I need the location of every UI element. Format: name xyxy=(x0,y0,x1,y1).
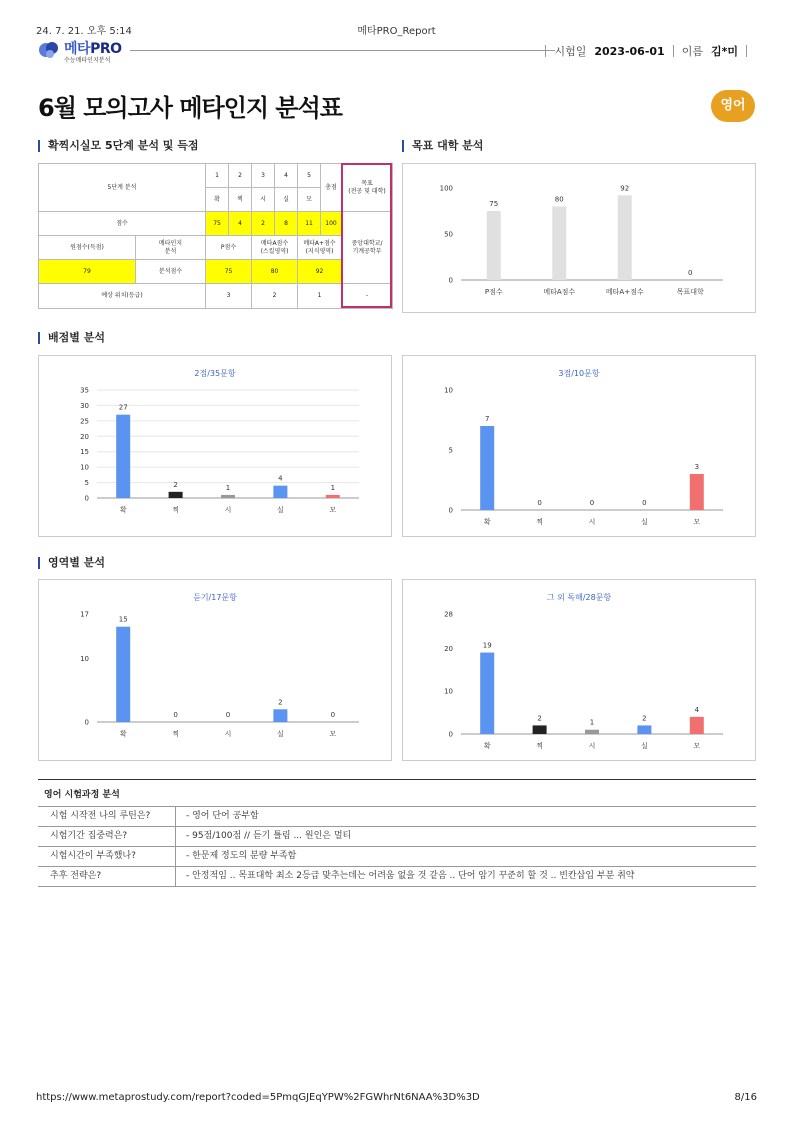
score-cell: 75 xyxy=(206,212,229,236)
meta-divider xyxy=(673,45,674,57)
y-tick-label: 100 xyxy=(439,184,453,193)
y-tick-label: 20 xyxy=(444,644,453,653)
student-name-label: 이름 xyxy=(681,45,703,58)
x-tick-label: 실 xyxy=(277,730,284,738)
x-tick-label: 시 xyxy=(588,742,596,750)
chart-bar xyxy=(326,495,340,498)
analysis-row xyxy=(38,807,756,827)
logo-brand-a: 메타 xyxy=(64,41,91,57)
report-url: https://www.metaprostudy.com/report?coded=5PmqGJEqYPW%2FGWhrNt6NAA%3D%3D xyxy=(36,1092,480,1103)
analysis-answer: - 안정적임 .. 목표대학 최소 2등급 맞추는데는 어려움 없을 것 같음 .. 단어 암기 꾸준히 할 것 .. 빈칸삽입 부분 취약 xyxy=(186,871,635,881)
y-tick-label: 50 xyxy=(444,230,453,239)
y-tick-label: 10 xyxy=(444,386,453,395)
x-tick-label: 확 xyxy=(483,518,491,526)
grade-label-cell: 예상 위치(등급) xyxy=(39,284,206,309)
score-cell: 8 xyxy=(275,212,298,236)
stage-num: 3 xyxy=(252,164,275,188)
reading-bar-chart xyxy=(403,580,757,762)
data-label: 2 xyxy=(173,480,178,489)
chart-bar xyxy=(273,486,287,498)
data-label: 0 xyxy=(225,711,231,719)
chart-title: 3점/10문항 xyxy=(558,369,600,378)
data-label: 1 xyxy=(225,483,231,492)
analysis-question: 시험 시작전 나의 루틴은? xyxy=(38,807,176,826)
analysis-title: 영어 시험과정 분석 xyxy=(38,780,756,807)
data-label: 0 xyxy=(642,499,647,507)
page-number: 8/16 xyxy=(734,1092,757,1103)
meta-divider xyxy=(545,45,546,57)
topbar-rule xyxy=(130,50,555,51)
chart-bar xyxy=(221,495,235,498)
data-label: 3 xyxy=(694,463,700,471)
score-table-wrap xyxy=(38,163,392,308)
data-label: 19 xyxy=(482,641,492,650)
listening-bar-chart xyxy=(39,580,393,762)
a-label-cell: 메타A점수 (스킬영역) xyxy=(252,236,298,260)
stage-char: 시 xyxy=(252,188,275,212)
student-name-value: 김*미 xyxy=(710,45,738,58)
grade-a-cell: 2 xyxy=(252,284,298,309)
target-bar-chart xyxy=(403,164,757,314)
y-tick-label: 0 xyxy=(448,730,453,739)
chart-bar xyxy=(487,211,501,280)
subject-badge: 영어 xyxy=(711,90,755,122)
data-label: 27 xyxy=(118,403,128,412)
x-tick-label: 모 xyxy=(329,506,337,514)
stage-num: 2 xyxy=(229,164,252,188)
data-label: 0 xyxy=(330,711,336,719)
data-label: 1 xyxy=(330,483,336,492)
points2-chart-card xyxy=(38,355,392,537)
y-tick-label: 0 xyxy=(84,718,89,727)
listening-chart-card xyxy=(38,579,392,761)
section-title-points: 배점별 분석 xyxy=(38,332,105,344)
points2-bar-chart xyxy=(39,356,393,538)
analysis-ap-cell: 92 xyxy=(298,260,342,284)
exam-meta xyxy=(537,43,755,59)
x-tick-label: 찍 xyxy=(172,730,179,738)
y-tick-label: 5 xyxy=(84,479,89,488)
data-label: 15 xyxy=(118,615,128,624)
x-tick-label: P점수 xyxy=(484,288,503,296)
data-label: 0 xyxy=(589,499,595,507)
points3-bar-chart xyxy=(403,356,757,538)
logo-brand-b: PRO xyxy=(90,41,122,57)
chart-bar xyxy=(637,725,651,734)
data-label: 80 xyxy=(554,195,564,204)
analysis-question: 시험시간이 부족했나? xyxy=(38,847,176,866)
grade-target-cell: - xyxy=(342,284,393,309)
x-tick-label: 실 xyxy=(277,506,284,514)
chart-bar xyxy=(116,627,130,722)
chart-bar xyxy=(169,492,183,498)
x-tick-label: 메타A+점수 xyxy=(605,288,644,296)
y-tick-label: 0 xyxy=(84,494,89,503)
chart-bar xyxy=(533,725,547,734)
chart-bar xyxy=(273,709,287,722)
x-tick-label: 목표대학 xyxy=(676,288,704,296)
stage-label-cell: 5단계 분석 xyxy=(39,164,206,212)
report-topbar xyxy=(38,38,755,64)
score-cell: 11 xyxy=(298,212,321,236)
analysis-question: 시험기간 집중력은? xyxy=(38,827,176,846)
y-tick-label: 20 xyxy=(80,432,89,441)
analysis-answer: - 영어 단어 공부함 xyxy=(186,811,259,821)
data-label: 1 xyxy=(589,718,595,727)
data-label: 0 xyxy=(688,269,693,277)
analysis-question: 추후 전략은? xyxy=(38,867,176,886)
section-title-stage: 확찍시실모 5단계 분석 및 득점 xyxy=(38,140,198,152)
x-tick-label: 모 xyxy=(693,518,701,526)
x-tick-label: 실 xyxy=(641,742,648,750)
x-tick-label: 모 xyxy=(693,742,701,750)
points3-chart-card xyxy=(402,355,756,537)
data-label: 7 xyxy=(484,415,490,423)
chart-bar xyxy=(480,653,494,734)
brain-logo-icon xyxy=(38,40,60,60)
target-label-cell: 목표 (전공 및 대학) xyxy=(342,164,393,212)
chart-bar xyxy=(585,730,599,734)
section-title-target: 목표 대학 분석 xyxy=(402,140,483,152)
meta-divider xyxy=(746,45,747,57)
y-tick-label: 0 xyxy=(448,506,453,515)
x-tick-label: 실 xyxy=(641,518,648,526)
print-date: 24. 7. 21. 오후 5:14 xyxy=(36,26,132,37)
raw-value-cell: 79 xyxy=(39,260,136,284)
y-tick-label: 17 xyxy=(80,610,89,619)
analysis-answer: - 95점/100점 // 듣기 틀림 ... 원인은 멀티 xyxy=(186,831,352,841)
chart-bar xyxy=(480,426,494,510)
y-tick-label: 10 xyxy=(80,654,89,663)
stage-num: 1 xyxy=(206,164,229,188)
y-tick-label: 35 xyxy=(80,386,89,395)
section-title-area: 영역별 분석 xyxy=(38,557,105,569)
analysis-answer: - 한문제 정도의 분량 부족함 xyxy=(186,851,297,861)
stage-num: 4 xyxy=(275,164,298,188)
score-cell: 2 xyxy=(252,212,275,236)
chart-title: 그 외 독해/28문항 xyxy=(546,593,612,602)
data-label: 4 xyxy=(694,705,700,714)
y-tick-label: 0 xyxy=(448,276,453,285)
x-tick-label: 찍 xyxy=(536,742,543,750)
analysis-p-cell: 75 xyxy=(206,260,252,284)
x-tick-label: 메타A점수 xyxy=(543,288,576,296)
y-tick-label: 10 xyxy=(444,687,453,696)
data-label: 92 xyxy=(620,184,630,193)
analysis-label-cell: 분석점수 xyxy=(136,260,206,284)
y-tick-label: 30 xyxy=(80,401,89,410)
p-label-cell: P점수 xyxy=(206,236,252,260)
exam-process-analysis xyxy=(38,779,756,887)
analysis-row xyxy=(38,847,756,867)
score-label-cell: 점수 xyxy=(39,212,206,236)
y-tick-label: 10 xyxy=(80,463,89,472)
stage-num: 5 xyxy=(298,164,321,188)
x-tick-label: 찍 xyxy=(172,506,179,514)
analysis-row xyxy=(38,827,756,847)
x-tick-label: 확 xyxy=(119,730,127,738)
target-value-cell: 중앙대학교/ 기계공학부 xyxy=(342,212,393,284)
data-label: 4 xyxy=(278,474,283,483)
chart-title: 듣기/17문항 xyxy=(193,593,237,602)
stage-char: 확 xyxy=(206,188,229,212)
score-table xyxy=(38,163,393,309)
meta-label-cell: 메타인지 분석 xyxy=(136,236,206,260)
y-tick-label: 28 xyxy=(444,610,453,619)
print-header xyxy=(36,22,757,36)
x-tick-label: 모 xyxy=(329,730,337,738)
chart-bar xyxy=(690,474,704,510)
grade-ap-cell: 1 xyxy=(298,284,342,309)
chart-bar xyxy=(552,206,566,280)
target-chart-card xyxy=(402,163,756,313)
stage-char: 실 xyxy=(275,188,298,212)
x-tick-label: 시 xyxy=(224,506,232,514)
logo-subtitle: 수능메타인지분석 xyxy=(64,57,111,64)
chart-title: 2점/35문항 xyxy=(194,369,236,378)
metapro-logo xyxy=(38,38,138,64)
y-tick-label: 25 xyxy=(80,417,89,426)
x-tick-label: 시 xyxy=(224,730,232,738)
grade-p-cell: 3 xyxy=(206,284,252,309)
y-tick-label: 5 xyxy=(448,446,453,455)
score-cell: 4 xyxy=(229,212,252,236)
stage-char: 찍 xyxy=(229,188,252,212)
x-tick-label: 찍 xyxy=(536,518,543,526)
data-label: 2 xyxy=(537,714,542,723)
reading-chart-card xyxy=(402,579,756,761)
exam-date-value: 2023-06-01 xyxy=(594,44,665,58)
ap-label-cell: 메타A+점수 (지식영역) xyxy=(298,236,342,260)
analysis-row xyxy=(38,867,756,887)
total-label-cell: 총점 xyxy=(321,164,342,212)
raw-label-cell: 원점수(득점) xyxy=(39,236,136,260)
print-title: 메타PRO_Report xyxy=(357,26,436,37)
x-tick-label: 확 xyxy=(119,506,127,514)
chart-bar xyxy=(116,415,130,498)
score-total-cell: 100 xyxy=(321,212,342,236)
data-label: 0 xyxy=(173,711,178,719)
stage-char: 모 xyxy=(298,188,321,212)
exam-date-label: 시험일 xyxy=(554,45,587,58)
data-label: 2 xyxy=(278,698,283,707)
data-label: 75 xyxy=(489,200,499,208)
analysis-a-cell: 80 xyxy=(252,260,298,284)
y-tick-label: 15 xyxy=(80,448,89,457)
data-label: 0 xyxy=(537,499,542,507)
chart-bar xyxy=(618,195,632,280)
data-label: 2 xyxy=(642,714,647,723)
page-title: 6월 모의고사 메타인지 분석표 xyxy=(38,94,342,122)
x-tick-label: 시 xyxy=(588,518,596,526)
chart-bar xyxy=(690,717,704,734)
x-tick-label: 확 xyxy=(483,742,491,750)
